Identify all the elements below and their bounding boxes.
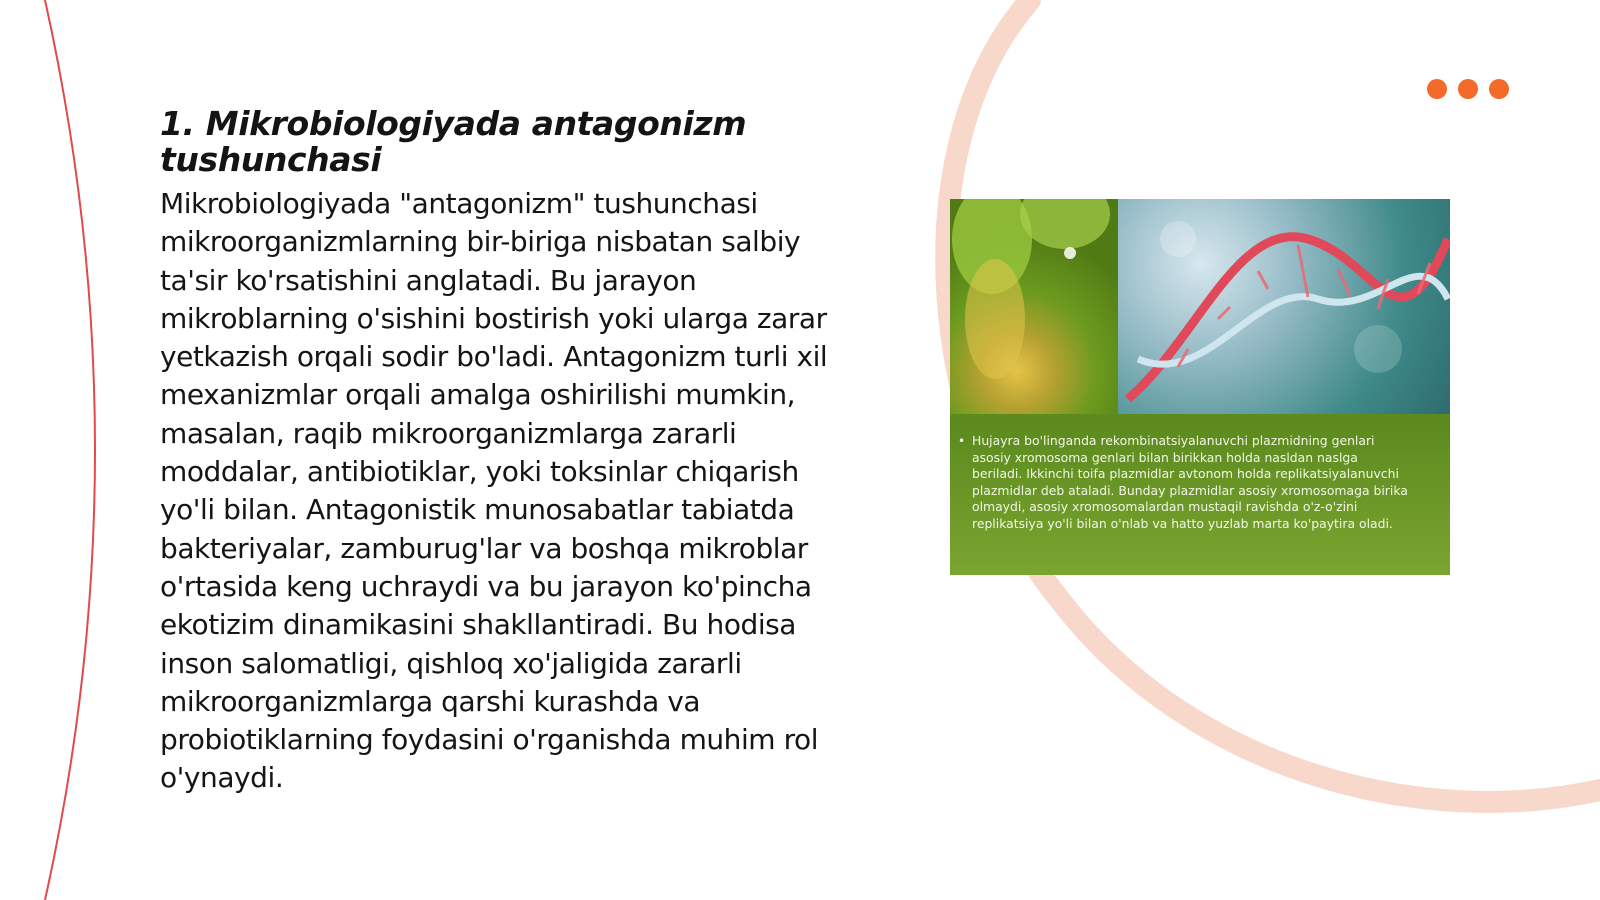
dot-1 [1427,79,1447,99]
dot-3 [1489,79,1509,99]
dna-helix-image-panel [1118,199,1450,414]
figure-caption [958,433,1412,533]
bullet-icon: • [958,434,966,448]
dna-illustration [950,199,1450,575]
slide-title: 1. Mikrobiologiyada antagonizm tushunchasi [160,104,747,179]
cell-image-panel [950,199,1118,414]
cell-shapes [950,199,1118,414]
slide-body-text: Mikrobiologiyada "antagonizm" tushunchasi mikroorganizmlarning bir-biriga nisbatan salbiy ta'sir ko'rsatishini anglatadi. Bu jarayon mikroblarning o'sishini bostirish yoki ularga zarar yetkazish orqali sodir bo'ladi. Antagonizm turli xil mexanizmlar orqali amalga oshirilishi mumkin, masalan, raqib mikroorganizmlarga zararli moddalar, antibiotiklar, yoki toksinlar chiqarish yo'li bilan. Antagonistik munosabatlar tabiatda bakteriyalar, zamburug'lar va boshqa mikroblar o'rtasida keng uchraydi va bu jarayon ko'pincha ekotizim dinamikasini shakllantiradi. Bu hodisa inson salomatligi, qishloq xo'jaligida zararli mikroorganizmlarga qarshi kurashda va probiotiklarning foydasini o'rganishda muhim rol o'ynaydi. [160,187,828,795]
figure-caption-text: Hujayra bo'linganda rekombinatsiyalanuvchi plazmidning genlari asosiy xromosoma genlari bilan birikkan holda nasldan naslga beriladi. Ikkinchi toifa plazmidlar avtonom holda replikatsiyalanuvchi plazmidlar deb ataladi. Bunday plazmidlar asosiy xromosomaga birika olmaydi, asosiy xromosomalardan mustaqil ravishda o'z-o'zini replikatsiya yo'li bilan o'nlab va hatto yuzlab marta ko'paytira oladi. [972,433,1408,531]
dot-2 [1458,79,1478,99]
left-red-arc [45,0,95,900]
decorative-dots [1427,79,1509,99]
dna-helix [1118,199,1450,414]
